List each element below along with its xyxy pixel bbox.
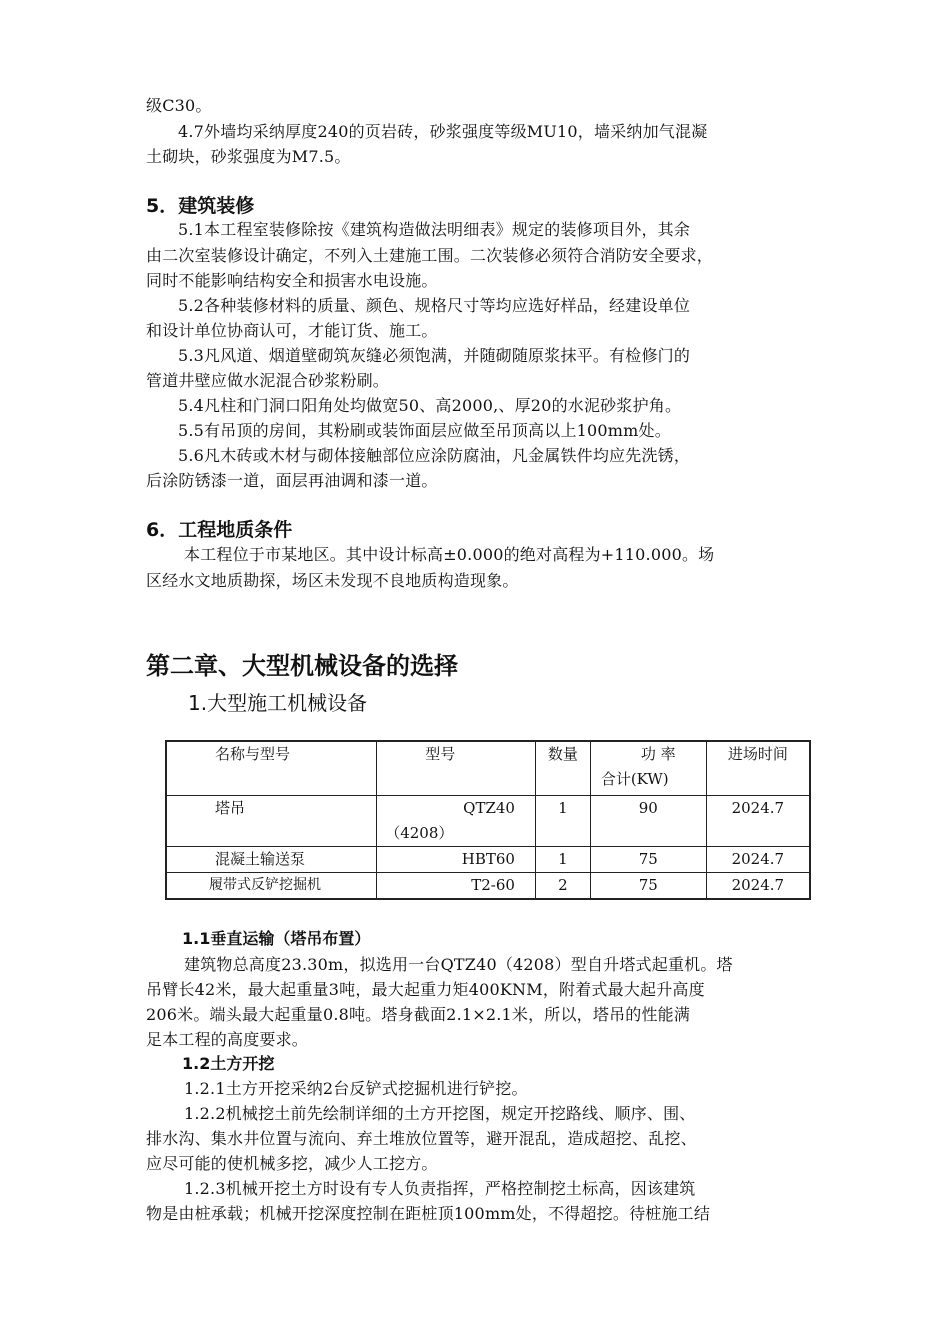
cell-power: 75 bbox=[590, 872, 706, 899]
text-line: 排水沟、集水井位置与流向、弃土堆放位置等，避开混乱，造成超挖、乱挖、 bbox=[146, 1129, 697, 1148]
text-line: 5.1本工程室装修除按《建筑构造做法明细表》规定的装修项目外，其余 bbox=[178, 220, 691, 239]
equipment-table bbox=[165, 740, 811, 900]
section-heading-5: 5．建筑装修 bbox=[146, 195, 255, 217]
section-heading-6: 6．工程地质条件 bbox=[146, 519, 293, 541]
text-line: 5.6凡木砖或木材与砌体接触部位应涂防腐油，凡金属铁件均应先洗锈， bbox=[178, 446, 691, 465]
cell-date: 2024.7 bbox=[706, 846, 810, 872]
text-line: 区经水文地质勘探，场区未发现不良地质构造现象。 bbox=[146, 571, 519, 590]
text-line: 足本工程的高度要求。 bbox=[146, 1030, 309, 1049]
text-line: 206米。端头最大起重量0.8吨。塔身截面2.1×2.1米，所以，塔吊的性能满 bbox=[146, 1005, 691, 1024]
text-line: 吊臂长42米，最大起重量3吨，最大起重力矩400KNM，附着式最大起升高度 bbox=[146, 980, 705, 999]
cell-model bbox=[377, 795, 536, 846]
text-line: 4.7外墙均采纳厚度240的页岩砖，砂浆强度等级MU10，墙采纳加气混凝 bbox=[178, 122, 708, 141]
cell-date: 2024.7 bbox=[706, 795, 810, 846]
cell-power: 75 bbox=[590, 846, 706, 872]
text-line: 土砌块，砂浆强度为M7.5。 bbox=[146, 147, 351, 166]
cell-date: 2024.7 bbox=[706, 872, 810, 899]
text-line: 物是由桩承载；机械开挖深度控制在距桩顶100mm处，不得超挖。待桩施工结 bbox=[146, 1204, 711, 1223]
cell-name: 混凝土输送泵 bbox=[166, 846, 377, 872]
subsection-heading-1-2: 1.2土方开挖 bbox=[182, 1054, 275, 1073]
subsection-heading-1-1: 1.1垂直运输（塔吊布置） bbox=[182, 929, 371, 948]
header-name: 名称与型号 bbox=[166, 741, 377, 795]
table-row bbox=[166, 846, 810, 872]
text-line: 1.2.2机械挖土前先绘制详细的土方开挖图，规定开挖路线、顺序、围、 bbox=[184, 1104, 696, 1123]
table-header-row bbox=[166, 741, 810, 795]
text-line: 5.2各种装修材料的质量、颜色、规格尺寸等均应选好样品，经建设单位 bbox=[178, 296, 691, 315]
text-line: 1.2.1土方开挖采纳2台反铲式挖掘机进行铲挖。 bbox=[184, 1079, 528, 1098]
table-row bbox=[166, 872, 810, 899]
header-power-line2: 合计(KW) bbox=[600, 770, 669, 788]
header-power bbox=[590, 741, 706, 795]
cell-name: 履带式反铲挖掘机 bbox=[166, 872, 377, 899]
header-power-line1: 功 率 bbox=[640, 745, 676, 763]
cell-qty: 2 bbox=[535, 872, 590, 899]
text-line: 1.2.3机械开挖土方时设有专人负责指挥，严格控制挖土标高，因该建筑 bbox=[184, 1179, 696, 1198]
cell-model: T2-60 bbox=[377, 872, 536, 899]
cell-model-line1: QTZ40 bbox=[463, 798, 515, 817]
cell-name: 塔吊 bbox=[166, 795, 377, 846]
header-model: 型号 bbox=[377, 741, 536, 795]
text-line: 级C30。 bbox=[146, 96, 212, 115]
text-line: 5.3凡风道、烟道壁砌筑灰缝必须饱满，并随砌随原浆抹平。有检修门的 bbox=[178, 346, 691, 365]
text-line: 应尽可能的使机械多挖，减少人工挖方。 bbox=[146, 1154, 438, 1173]
text-line: 管道井壁应做水泥混合砂浆粉刷。 bbox=[146, 371, 390, 390]
cell-qty: 1 bbox=[535, 846, 590, 872]
cell-model: HBT60 bbox=[377, 846, 536, 872]
cell-power: 90 bbox=[590, 795, 706, 846]
text-line: 5.5有吊顶的房间，其粉刷或装饰面层应做至吊顶高以上100mm处。 bbox=[178, 421, 671, 440]
text-line: 建筑物总高度23.30m，拟选用一台QTZ40（4208）型自升塔式起重机。塔 bbox=[184, 955, 733, 974]
text-line: 后涂防锈漆一道，面层再油调和漆一道。 bbox=[146, 471, 438, 490]
cell-model-line2: （4208） bbox=[385, 823, 454, 842]
text-line: 同时不能影响结构安全和损害水电设施。 bbox=[146, 271, 438, 290]
section-title: 1.大型施工机械设备 bbox=[188, 691, 368, 715]
text-line: 本工程位于市某地区。其中设计标高±0.000的绝对高程为+110.000。场 bbox=[184, 545, 715, 564]
header-qty: 数量 bbox=[535, 741, 590, 795]
table-row bbox=[166, 795, 810, 846]
header-date: 进场时间 bbox=[706, 741, 810, 795]
cell-qty: 1 bbox=[535, 795, 590, 846]
text-line: 和设计单位协商认可，才能订货、施工。 bbox=[146, 321, 438, 340]
text-line: 由二次室装修设计确定，不列入土建施工围。二次装修必须符合消防安全要求， bbox=[146, 246, 714, 265]
text-line: 5.4凡柱和门洞口阳角处均做宽50、高2000,、厚20的水泥砂浆护角。 bbox=[178, 396, 682, 415]
chapter-title: 第二章、大型机械设备的选择 bbox=[146, 652, 458, 680]
